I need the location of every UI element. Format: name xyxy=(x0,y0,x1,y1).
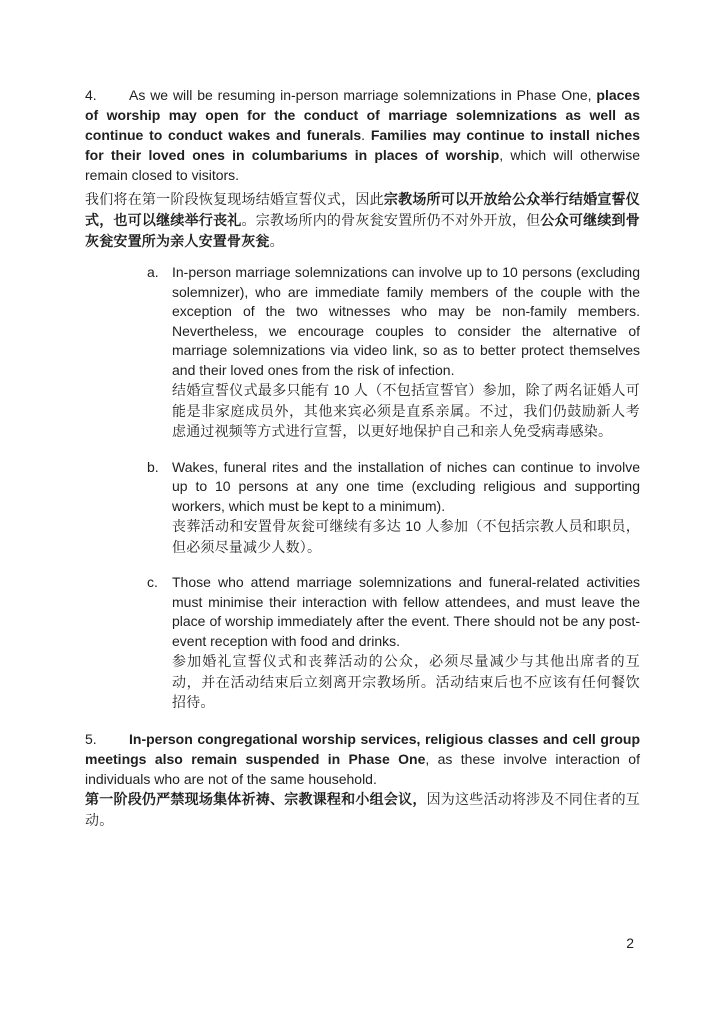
paragraph-4-en-run: . xyxy=(361,127,371,143)
paragraph-4-zh-run: 公众可继续到骨灰瓮安置所为亲人安置骨灰瓮 xyxy=(85,212,640,249)
paragraph-5-zh-run: 因为这些活动将涉及不同住者的互动。 xyxy=(85,790,640,828)
list-item-a-english: In-person marriage solemnizations can involve up to 10 persons (excluding solemnizer), who are immediate family members of the couple with the exception of the two witnesses who may be non-family members. Nevertheless, we encourage couples to consider the alternative of marriage solemnizations via video link, so as to better protect themselves and their loved ones from the risk of infection. xyxy=(172,264,640,378)
list-item-c-english: Those who attend marriage solemnizations and funeral-related activities must minimise their interaction with fellow attendees, and must leave the place of worship immediately after the event. There should not be any post-event reception with food and drinks. xyxy=(172,574,640,649)
list-item-b-marker: b. xyxy=(147,458,159,475)
paragraph-5-chinese xyxy=(85,789,640,831)
list-item-b-english: Wakes, funeral rites and the installation of niches can continue to involve up to 10 persons at any one time (excluding religious and supporting workers, which must be kept to a minimum). xyxy=(172,458,640,514)
paragraph-4-zh-run: 宗教场所可以开放给公众举行结婚宣誓仪式，也可以继续举行丧礼 xyxy=(85,191,640,228)
list-item-b-chinese: 丧葬活动和安置骨灰瓮可继续有多达 10 人参加（不包括宗教人员和职员，但必须尽量减少人数）。 xyxy=(172,518,640,555)
list-item-a-body xyxy=(172,263,640,442)
paragraph-4-en-run: , which will otherwise remain closed to visitors. xyxy=(85,147,640,183)
list-item-b-body xyxy=(172,458,640,558)
paragraph-4-english xyxy=(85,85,640,185)
list-item-a xyxy=(147,263,640,442)
paragraph-4-en-run: As we will be resuming in-person marriage solemnizations in Phase One, xyxy=(129,87,597,103)
sub-item-list xyxy=(85,263,640,713)
list-item-c-body xyxy=(172,573,640,713)
paragraph-4-chinese xyxy=(85,189,640,252)
paragraph-4-en-run: Families may continue to install niches for their loved ones in columbariums in places of worship xyxy=(85,127,640,163)
paragraph-5-en-run: In-person congregational worship services, religious classes and cell group meetings also remain suspended in Phase One xyxy=(85,730,640,767)
list-item-a-chinese: 结婚宣誓仪式最多只能有 10 人（不包括宣誓官）参加，除了两名证婚人可能是非家庭成员外，其他来宾必须是直系亲属。不过，我们仍鼓励新人考虑通过视频等方式进行宣誓，以更好地保护自己和亲人免受病毒感染。 xyxy=(172,382,640,439)
paragraph-5-number: 5. xyxy=(85,730,97,747)
list-item-c-chinese: 参加婚礼宣誓仪式和丧葬活动的公众，必须尽量减少与其他出席者的互动，并在活动结束后立刻离开宗教场所。活动结束后也不应该有任何餐饮招待。 xyxy=(172,653,640,710)
paragraph-4-zh-run: 。 xyxy=(269,233,284,249)
paragraph-4-en-run: places of worship may open for the conduct of marriage solemnizations as well as continue to conduct wakes and funerals xyxy=(85,87,640,143)
list-item-a-marker: a. xyxy=(147,264,159,280)
paragraph-5-zh-run: 第一阶段仍严禁现场集体祈祷、宗教课程和小组会议， xyxy=(85,790,427,807)
paragraph-4-zh-run: 。宗教场所内的骨灰瓮安置所仍不对外开放，但 xyxy=(241,212,541,228)
paragraph-4-zh-run: 我们将在第一阶段恢复现场结婚宣誓仪式，因此 xyxy=(85,191,384,207)
paragraph-4-number: 4. xyxy=(85,87,97,103)
list-item-c xyxy=(147,573,640,713)
list-item-b xyxy=(147,458,640,558)
paragraph-5-en-run: , as these involve interaction of individuals who are not of the same household. xyxy=(85,750,640,787)
page-number: 2 xyxy=(626,934,634,951)
paragraph-5-english xyxy=(85,729,640,789)
list-item-c-marker: c. xyxy=(147,574,158,590)
